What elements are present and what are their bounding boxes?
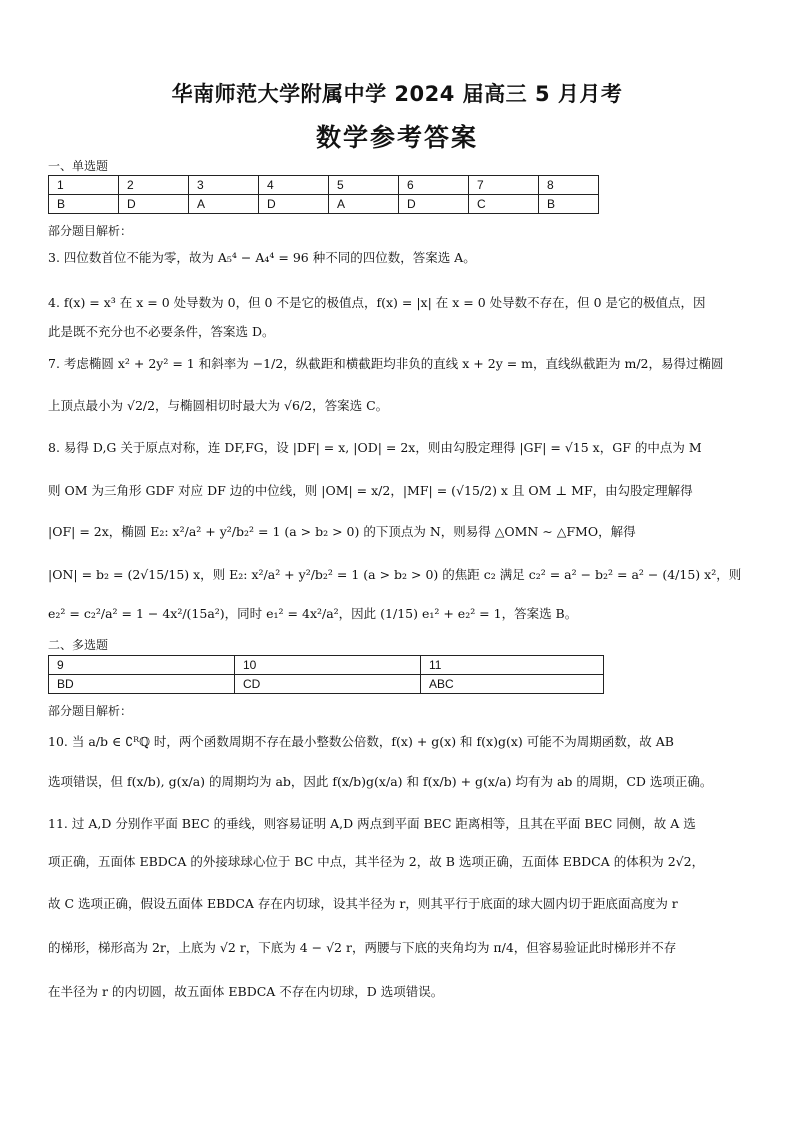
- solution-q11-line1: 11. 过 A,D 分别作平面 BEC 的垂线，则容易证明 A,D 两点到平面 BEC 距离相等，且其在平面 BEC 同侧，故 A 选: [48, 816, 696, 831]
- solution-q8-line2: 则 OM 为三角形 GDF 对应 DF 边的中位线，则 |OM| = x/2，|MF| = (√15/2) x 且 OM ⊥ MF，由勾股定理解得: [48, 483, 693, 498]
- table-row: [49, 675, 604, 694]
- answer-cell: C: [469, 195, 539, 214]
- answer-cell: B: [539, 195, 599, 214]
- question-number-cell: 10: [235, 656, 421, 675]
- solution-q7-line1: 7. 考虑椭圆 x² + 2y² = 1 和斜率为 −1/2，纵截距和横截距均非负的直线 x + 2y = m，直线纵截距为 m/2，易得过椭圆: [48, 356, 724, 371]
- question-number-cell: 4: [259, 176, 329, 195]
- solution-q10-line2: 选项错误，但 f(x/b), g(x/a) 的周期均为 ab，因此 f(x/b)g(x/a) 和 f(x/b) + g(x/a) 均有为 ab 的周期，CD 选项正确。: [48, 774, 713, 789]
- analysis-label: 部分题目解析：: [48, 704, 133, 718]
- answer-cell: D: [399, 195, 469, 214]
- solution-q3: 3. 四位数首位不能为零，故为 A₅⁴ − A₄⁴ = 96 种不同的四位数，答案选 A。: [48, 250, 476, 265]
- answer-cell: A: [189, 195, 259, 214]
- answer-cell: BD: [49, 675, 235, 694]
- question-number-cell: 8: [539, 176, 599, 195]
- solution-q4-line2: 此是既不充分也不必要条件，答案选 D。: [48, 324, 275, 339]
- table-row: [49, 656, 604, 675]
- solution-q11-line4: 的梯形，梯形高为 2r，上底为 √2 r，下底为 4 − √2 r，两腰与下底的夹角均为 π/4，但容易验证此时梯形并不存: [48, 940, 677, 955]
- solution-q8-line4: |ON| = b₂ = (2√15/15) x，则 E₂: x²/a² + y²/b₂² = 1 (a > b₂ > 0) 的焦距 c₂ 满足 c₂² = a² − b₂² = a² − (4/15) x²，则: [48, 567, 742, 582]
- answer-cell: CD: [235, 675, 421, 694]
- solution-q7-line2: 上顶点最小为 √2/2，与椭圆相切时最大为 √6/2，答案选 C。: [48, 398, 389, 413]
- answer-cell: B: [49, 195, 119, 214]
- table-row: [49, 176, 599, 195]
- solution-q8-line1: 8. 易得 D,G 关于原点对称，连 DF,FG，设 |DF| = x, |OD| = 2x，则由勾股定理得 |GF| = √15 x，GF 的中点为 M: [48, 440, 702, 455]
- single-choice-answer-table: [48, 175, 599, 214]
- analysis-label: 部分题目解析：: [48, 224, 133, 238]
- answer-cell: ABC: [421, 675, 604, 694]
- question-number-cell: 7: [469, 176, 539, 195]
- question-number-cell: 2: [119, 176, 189, 195]
- single-choice-heading: 一、单选题: [48, 159, 109, 173]
- solution-q10-line1: 10. 当 a/b ∈ ∁ᴿℚ 时，两个函数周期不存在最小整数公倍数，f(x) + g(x) 和 f(x)g(x) 可能不为周期函数，故 AB: [48, 734, 674, 749]
- solution-q11-line5: 在半径为 r 的内切圆，故五面体 EBDCA 不存在内切球，D 选项错误。: [48, 984, 444, 999]
- table-row: [49, 195, 599, 214]
- question-number-cell: 9: [49, 656, 235, 675]
- solution-q11-line3: 故 C 选项正确，假设五面体 EBDCA 存在内切球，设其半径为 r，则其平行于底面的球大圆内切于距底面高度为 r: [48, 896, 678, 911]
- question-number-cell: 5: [329, 176, 399, 195]
- answer-cell: D: [259, 195, 329, 214]
- solution-q11-line2: 项正确，五面体 EBDCA 的外接球球心位于 BC 中点，其半径为 2，故 B 选项正确，五面体 EBDCA 的体积为 2√2，: [48, 854, 705, 869]
- question-number-cell: 11: [421, 656, 604, 675]
- question-number-cell: 3: [189, 176, 259, 195]
- document-title: 数学参考答案: [315, 123, 478, 152]
- question-number-cell: 6: [399, 176, 469, 195]
- multi-choice-heading: 二、多选题: [48, 638, 109, 652]
- solution-q4-line1: 4. f(x) = x³ 在 x = 0 处导数为 0，但 0 不是它的极值点，f(x) = |x| 在 x = 0 处导数不存在，但 0 是它的极值点，因: [48, 295, 706, 310]
- school-title: 华南师范大学附属中学 2024 届高三 5 月月考: [171, 82, 623, 106]
- solution-q8-line3: |OF| = 2x，椭圆 E₂: x²/a² + y²/b₂² = 1 (a > b₂ > 0) 的下顶点为 N，则易得 △OMN ∼ △FMO，解得: [48, 524, 636, 539]
- solution-q8-line5: e₂² = c₂²/a² = 1 − 4x²/(15a²)，同时 e₁² = 4x²/a²，因此 (1/15) e₁² + e₂² = 1，答案选 B。: [48, 606, 578, 621]
- question-number-cell: 1: [49, 176, 119, 195]
- answer-cell: A: [329, 195, 399, 214]
- multi-choice-answer-table: [48, 655, 604, 694]
- answer-cell: D: [119, 195, 189, 214]
